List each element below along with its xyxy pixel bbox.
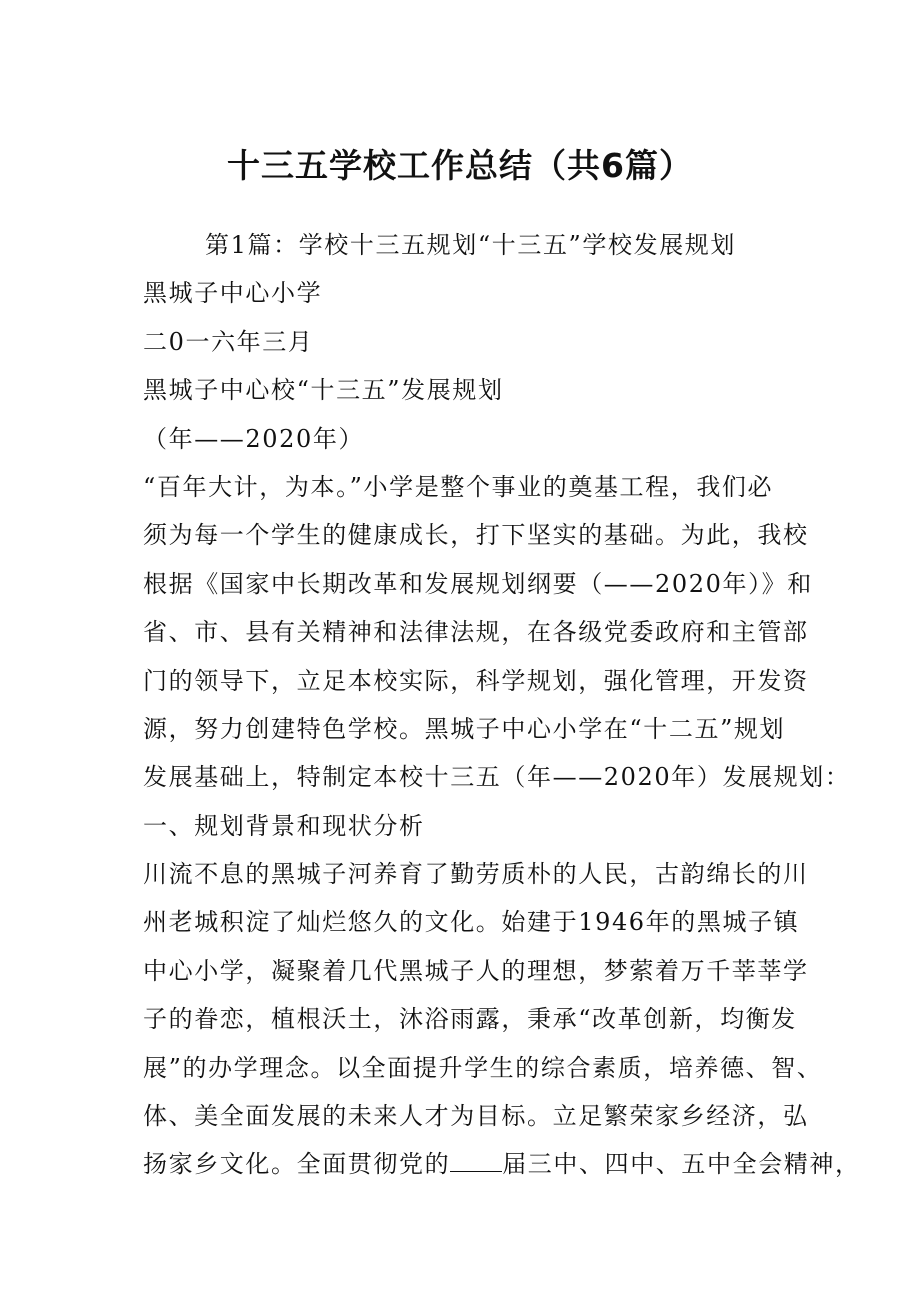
- paragraph-line: 根据《国家中长期改革和发展规划纲要（——2020年）》和: [143, 569, 813, 598]
- paragraph-line: 门的领导下，立足本校实际，科学规划，强化管理，开发资: [143, 666, 809, 695]
- paragraph-line-with-blank: [143, 1140, 861, 1188]
- paragraph-line: 源，努力创建特色学校。黑城子中心小学在“十二五”规划: [143, 714, 786, 743]
- paragraph-line: “百年大计，为本。”小学是整个事业的奠基工程，我们必: [143, 472, 774, 501]
- paragraph-text-before-blank: 扬家乡文化。全面贯彻党的: [143, 1150, 451, 1179]
- paragraph-line: 中心小学，凝聚着几代黑城子人的理想，梦萦着万千莘莘学: [143, 956, 809, 985]
- paragraph-text-after-blank: 届三中、四中、五中全会精神，: [502, 1150, 861, 1179]
- school-name: 黑城子中心小学: [143, 279, 323, 308]
- paragraph-line: 须为每一个学生的健康成长，打下坚实的基础。为此，我校: [143, 521, 809, 550]
- paragraph-line: 发展基础上，特制定本校十三五（年——2020年）发展规划：: [143, 763, 851, 792]
- paragraph-line: 展”的办学理念。以全面提升学生的综合素质，培养德、智、: [143, 1053, 823, 1082]
- fill-in-blank: [450, 1149, 502, 1172]
- chapter-heading: 第1篇：学校十三五规划“十三五”学校发展规划: [205, 231, 737, 259]
- paragraph-line: 子的眷恋，植根沃土，沐浴雨露，秉承“改革创新，均衡发: [143, 1005, 797, 1034]
- document-body: [143, 221, 861, 1189]
- section-heading: 一、规划背景和现状分析: [143, 811, 425, 840]
- document-date: 二0一六年三月: [143, 327, 314, 356]
- document-title: 十三五学校工作总结（共6篇）: [227, 146, 693, 185]
- plan-title: 黑城子中心校“十三五”发展规划: [143, 376, 504, 405]
- paragraph-line: 体、美全面发展的未来人才为目标。立足繁荣家乡经济，弘: [143, 1102, 809, 1131]
- paragraph-line: 州老城积淀了灿烂悠久的文化。始建于1946年的黑城子镇: [143, 908, 800, 937]
- paragraph-line: 川流不息的黑城子河养育了勤劳质朴的人民，古韵绵长的川: [143, 860, 809, 889]
- paragraph-line: 省、市、县有关精神和法律法规，在各级党委政府和主管部: [143, 618, 809, 647]
- plan-period: （年——2020年）: [143, 424, 365, 453]
